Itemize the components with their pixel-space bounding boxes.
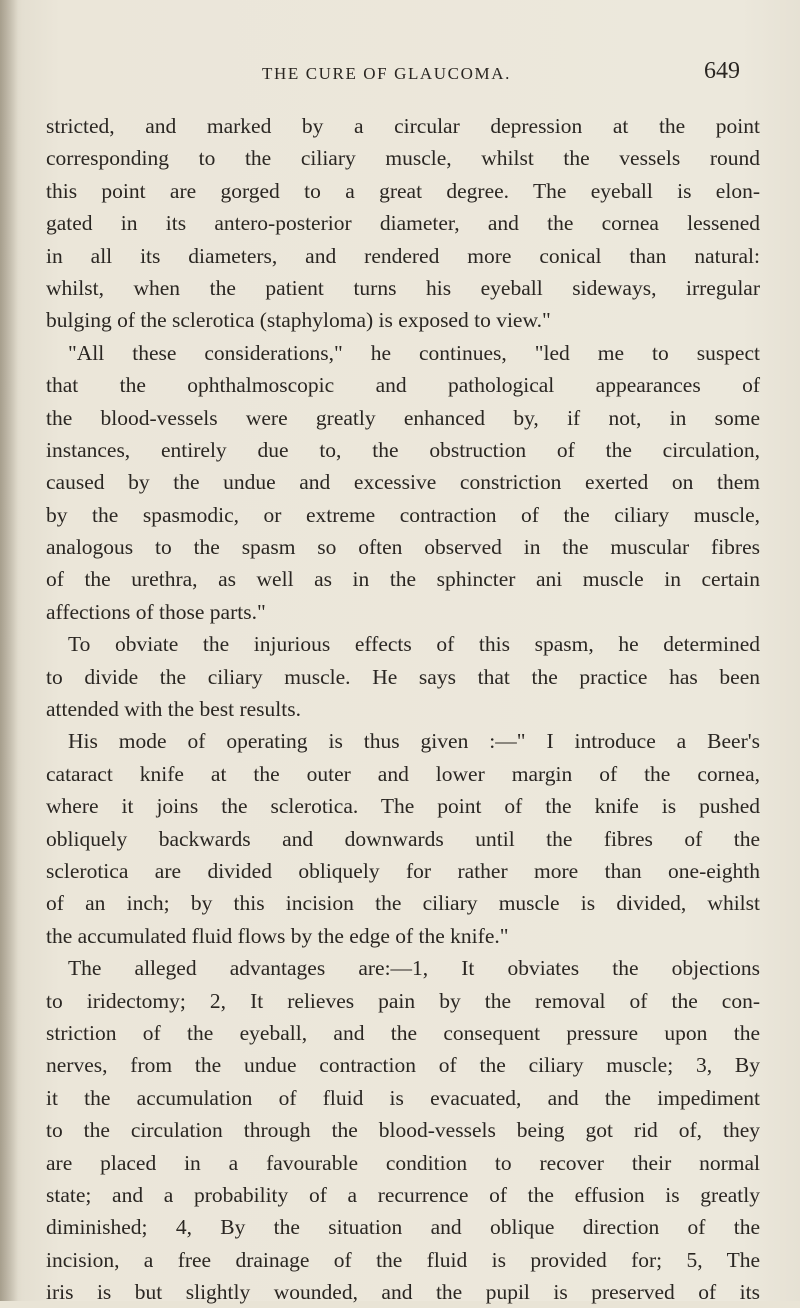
text-line: diminished; 4, By the situation and oblique direction of the <box>46 1215 760 1240</box>
spine-shadow <box>0 0 18 1301</box>
text-line: this point are gorged to a great degree. The eyeball is elon- <box>46 178 760 203</box>
text-line: of the urethra, as well as in the sphincter ani muscle in certain <box>46 567 760 592</box>
text-line: are placed in a favourable condition to recover their normal <box>46 1150 760 1175</box>
text-line: The alleged advantages are:—1, It obviates the objections <box>68 956 760 981</box>
text-line: To obviate the injurious effects of this spasm, he determined <box>68 632 760 657</box>
text-line: incision, a free drainage of the fluid is provided for; 5, The <box>46 1247 760 1272</box>
text-line: the accumulated fluid flows by the edge of the knife." <box>46 923 509 948</box>
text-line: analogous to the spasm so often observed in the muscular fibres <box>46 535 760 560</box>
text-line: whilst, when the patient turns his eyeball sideways, irregular <box>46 275 760 300</box>
text-line: the blood-vessels were greatly enhanced by, if not, in some <box>46 405 760 430</box>
text-line: stricted, and marked by a circular depression at the point <box>46 114 760 138</box>
text-line: to the circulation through the blood-vessels being got rid of, they <box>46 1118 760 1143</box>
text-line: striction of the eyeball, and the consequent pressure upon the <box>46 1020 760 1045</box>
text-line: of an inch; by this incision the ciliary muscle is divided, whilst <box>46 891 760 916</box>
text-line: instances, entirely due to, the obstruction of the circulation, <box>46 437 760 462</box>
running-title: THE CURE OF GLAUCOMA. <box>262 64 511 83</box>
text-line: cataract knife at the outer and lower margin of the cornea, <box>46 761 760 786</box>
text-line: affections of those parts." <box>46 599 266 624</box>
text-line: bulging of the sclerotica (staphyloma) is exposed to view." <box>46 308 551 333</box>
running-head <box>0 58 800 88</box>
text-line: corresponding to the ciliary muscle, whilst the vessels round <box>46 146 760 171</box>
page-number: 649 <box>704 58 740 84</box>
text-line: in all its diameters, and rendered more conical than natural: <box>46 243 760 268</box>
text-line: attended with the best results. <box>46 697 301 722</box>
text-line: state; and a probability of a recurrence of the effusion is greatly <box>46 1182 760 1207</box>
text-line: to iridectomy; 2, It relieves pain by the removal of the con- <box>46 988 760 1013</box>
text-line: where it joins the sclerotica. The point of the knife is pushed <box>46 794 760 819</box>
body-text <box>46 110 760 1308</box>
text-line: caused by the undue and excessive constriction exerted on them <box>46 470 760 495</box>
text-line: sclerotica are divided obliquely for rather more than one-eighth <box>46 858 760 883</box>
text-line: obliquely backwards and downwards until the fibres of the <box>46 826 760 851</box>
text-line: iris is but slightly wounded, and the pupil is preserved of its <box>46 1280 760 1305</box>
text-line: to divide the ciliary muscle. He says that the practice has been <box>46 664 760 689</box>
text-line: nerves, from the undue contraction of the ciliary muscle; 3, By <box>46 1053 760 1078</box>
text-line: that the ophthalmoscopic and pathological appearances of <box>46 373 760 398</box>
text-line: it the accumulation of fluid is evacuated, and the impediment <box>46 1085 760 1110</box>
text-line: "All these considerations," he continues, "led me to suspect <box>68 340 760 365</box>
text-line: gated in its antero-posterior diameter, and the cornea lessened <box>46 211 760 236</box>
text-line: by the spasmodic, or extreme contraction of the ciliary muscle, <box>46 502 760 527</box>
text-line: His mode of operating is thus given :—" I introduce a Beer's <box>68 729 760 754</box>
